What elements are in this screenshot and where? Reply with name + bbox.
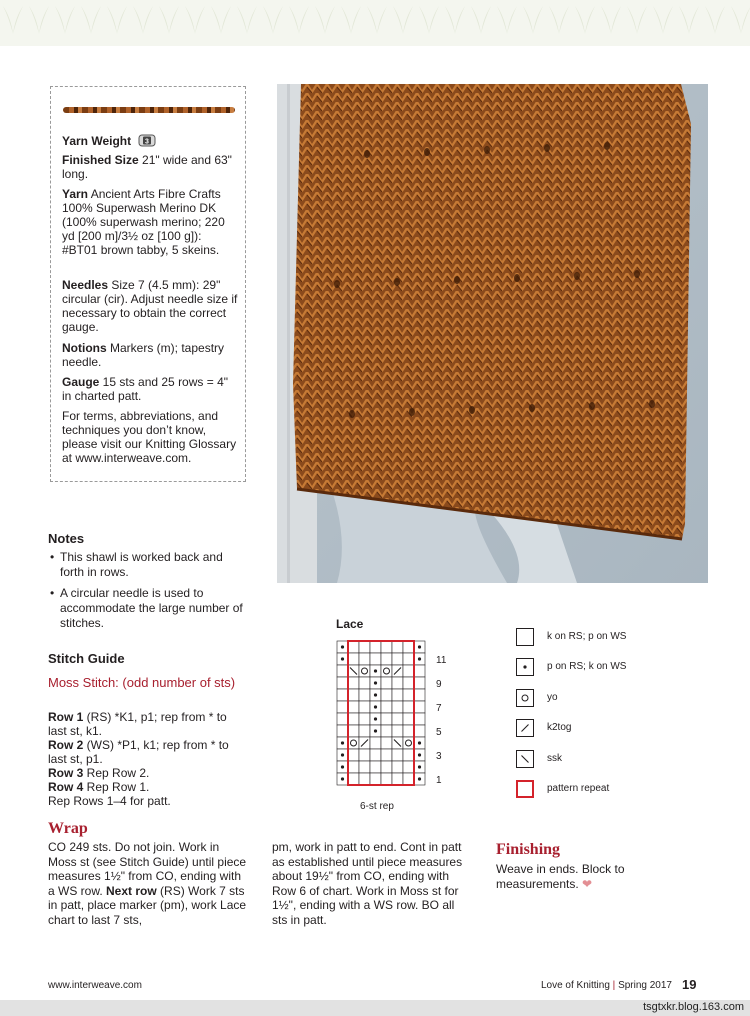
row-1-text: (RS) *K1, p1; rep from * to last st, k1. bbox=[48, 710, 227, 738]
knit-stitch-motif bbox=[676, 4, 702, 40]
knit-stitch-motif bbox=[546, 4, 572, 40]
row-4-label: Row 4 bbox=[48, 780, 84, 794]
legend-label: yo bbox=[547, 692, 558, 703]
legend-label: ssk bbox=[547, 753, 562, 764]
list-item: • A circular needle is used to accommodate the large number of stitches. bbox=[48, 586, 248, 631]
knit-stitch-motif bbox=[208, 4, 234, 40]
chart-cell bbox=[403, 725, 414, 737]
knit-stitch-motif bbox=[416, 4, 442, 40]
chart-cell bbox=[359, 653, 370, 665]
row-number: 11 bbox=[436, 655, 447, 666]
chart-cell bbox=[403, 665, 414, 677]
lace-chart-title: Lace bbox=[336, 617, 364, 631]
knit-stitch-motif bbox=[130, 4, 156, 40]
p-symbol bbox=[341, 645, 344, 648]
chart-cell bbox=[381, 665, 392, 677]
chart-cell bbox=[359, 665, 370, 677]
gauge-label: Gauge bbox=[62, 375, 100, 389]
knit-stitch-motif bbox=[494, 4, 520, 40]
chart-cell bbox=[359, 641, 370, 653]
k2tog-legend-icon bbox=[516, 719, 534, 737]
knit-stitch-motif bbox=[442, 4, 468, 40]
row-number: 7 bbox=[436, 703, 442, 714]
row-3-label: Row 3 bbox=[48, 766, 84, 780]
chart-cell bbox=[370, 761, 381, 773]
row-2-text: (WS) *P1, k1; rep from * to last st, p1. bbox=[48, 738, 229, 766]
row-4 bbox=[48, 780, 248, 794]
legend-label: k2tog bbox=[547, 722, 572, 733]
yarn-value: Ancient Arts Fibre Crafts 100% Superwash Merino DK (100% superwash merino; 220 yd [200 m]/3½ oz [100 g]): #BT01 brown tabby, 5 skeins. bbox=[62, 187, 225, 257]
p-symbol bbox=[374, 717, 377, 720]
gauge-value: 15 sts and 25 rows = 4" in charted patt. bbox=[62, 375, 229, 403]
chart-cell bbox=[381, 737, 392, 749]
chart-cell bbox=[403, 653, 414, 665]
chart-cell bbox=[392, 677, 403, 689]
lace-chart bbox=[336, 640, 426, 786]
chart-cell bbox=[359, 773, 370, 785]
chart-cell bbox=[381, 773, 392, 785]
knit-stitch-motif bbox=[156, 4, 182, 40]
knit-stitch-motif bbox=[468, 4, 494, 40]
chart-cell bbox=[381, 713, 392, 725]
chart-cell bbox=[414, 725, 425, 737]
p-symbol bbox=[341, 777, 344, 780]
chart-cell bbox=[403, 701, 414, 713]
shawl-photo bbox=[277, 84, 708, 583]
chart-cell bbox=[359, 749, 370, 761]
chart-cell bbox=[392, 713, 403, 725]
wrap-instructions-col2: pm, work in patt to end. Cont in patt as established until piece measures about 19½" from CO, ending with Row 6 of chart. Work in Moss st for 1½", ending with a WS row. BO all sts in patt. bbox=[272, 840, 463, 927]
chart-cell bbox=[359, 677, 370, 689]
p-symbol bbox=[418, 765, 421, 768]
p-legend-icon bbox=[516, 658, 534, 676]
finished-size-label: Finished Size bbox=[62, 153, 139, 167]
knit-stitch-motif bbox=[26, 4, 52, 40]
bottom-bar bbox=[0, 1000, 750, 1016]
notions-label: Notions bbox=[62, 341, 107, 355]
row-number: 1 bbox=[436, 775, 442, 786]
p-symbol bbox=[418, 753, 421, 756]
knit-stitch-motif bbox=[390, 4, 416, 40]
notions-value: Markers (m); tapestry needle. bbox=[62, 341, 225, 369]
chart-cell bbox=[414, 677, 425, 689]
wrap-instructions-col1 bbox=[48, 840, 248, 927]
chart-cell bbox=[392, 701, 403, 713]
p-symbol bbox=[374, 681, 377, 684]
finished-size bbox=[62, 153, 240, 181]
chart-cell bbox=[348, 689, 359, 701]
gauge-info bbox=[62, 375, 240, 403]
knit-stitch-motif bbox=[286, 4, 312, 40]
chart-cell bbox=[359, 725, 370, 737]
chart-cell bbox=[392, 641, 403, 653]
row-3-text: Rep Row 2. bbox=[83, 766, 150, 780]
materials-sidebar bbox=[50, 86, 246, 482]
chart-cell bbox=[392, 773, 403, 785]
magazine-name: Love of Knitting bbox=[540, 980, 610, 991]
chart-cell bbox=[414, 665, 425, 677]
finishing-text bbox=[496, 862, 696, 891]
knit-stitch-motif bbox=[364, 4, 390, 40]
chart-cell bbox=[403, 761, 414, 773]
chart-cell bbox=[359, 713, 370, 725]
heart-icon: ❤ bbox=[582, 876, 593, 891]
chart-cell bbox=[381, 701, 392, 713]
row-2 bbox=[48, 738, 248, 766]
yarn-label: Yarn bbox=[62, 187, 89, 201]
chart-cell bbox=[403, 713, 414, 725]
k2tog-symbol bbox=[522, 725, 529, 732]
chart-cell bbox=[348, 713, 359, 725]
knit-stitch-motif bbox=[650, 4, 676, 40]
chart-cell bbox=[414, 713, 425, 725]
yarn-weight-icon bbox=[138, 134, 156, 147]
knit-stitch-motif bbox=[598, 4, 624, 40]
finishing-heading: Finishing bbox=[496, 841, 561, 858]
row-number: 5 bbox=[436, 727, 442, 738]
wrap-text-b: (RS) Work 7 sts in patt, place marker (pm), work Lace chart to last 7 sts, bbox=[48, 883, 247, 927]
knit-stitch-motif bbox=[234, 4, 260, 40]
knit-stitch-motif bbox=[572, 4, 598, 40]
finished-size-value: 21" wide and 63" long. bbox=[62, 153, 232, 181]
chart-cell bbox=[403, 641, 414, 653]
chart-cell bbox=[392, 749, 403, 761]
footer-website: www.interweave.com bbox=[48, 980, 142, 991]
chart-cell bbox=[403, 749, 414, 761]
yarn-strand-image bbox=[63, 107, 235, 113]
p-symbol bbox=[523, 665, 526, 668]
chart-cell bbox=[359, 701, 370, 713]
chart-cell bbox=[392, 653, 403, 665]
chart-cell bbox=[381, 725, 392, 737]
wrap-text-a: CO 249 sts. Do not join. Work in Moss st (see Stitch Guide) until piece measures 1½" from CO, ending with a WS row. bbox=[48, 840, 247, 898]
chart-cell bbox=[403, 773, 414, 785]
chart-cell bbox=[370, 653, 381, 665]
knit-stitch-motif bbox=[0, 4, 26, 40]
knit-stitch-motif bbox=[104, 4, 130, 40]
chart-cell bbox=[348, 749, 359, 761]
chart-cell bbox=[381, 653, 392, 665]
terms-note: For terms, abbreviations, and techniques you don’t know, please visit our Knitting Glossary at www.interweave.com. bbox=[62, 409, 237, 465]
knit-stitch-motif bbox=[520, 4, 546, 40]
chart-cell bbox=[414, 689, 425, 701]
footer-separator: | bbox=[609, 980, 619, 991]
chart-cell bbox=[381, 677, 392, 689]
chart-cell bbox=[348, 761, 359, 773]
p-symbol bbox=[341, 753, 344, 756]
p-symbol bbox=[418, 645, 421, 648]
stitch-guide-heading: Stitch Guide bbox=[48, 651, 125, 666]
knit-stitch-motif bbox=[728, 4, 750, 40]
chart-cell bbox=[348, 725, 359, 737]
chart-cell bbox=[337, 665, 348, 677]
chart-cell bbox=[348, 773, 359, 785]
chart-cell bbox=[392, 761, 403, 773]
row-3 bbox=[48, 766, 248, 780]
chart-cell bbox=[403, 677, 414, 689]
needles-label: Needles bbox=[62, 278, 109, 292]
chart-cell bbox=[414, 701, 425, 713]
next-row-label: Next row bbox=[106, 883, 157, 898]
chart-cell bbox=[370, 749, 381, 761]
needles-value: Size 7 (4.5 mm): 29" circular (cir). Adjust needle size if necessary to obtain the correct gauge. bbox=[62, 278, 238, 334]
page-number: 19 bbox=[682, 977, 697, 992]
repeat-instruction: Rep Rows 1–4 for patt. bbox=[48, 794, 171, 808]
knit-stitch-motif bbox=[338, 4, 364, 40]
knit-stitch-motif bbox=[702, 4, 728, 40]
yo-symbol bbox=[522, 695, 528, 701]
chart-cell bbox=[370, 641, 381, 653]
k-legend-icon bbox=[516, 628, 534, 646]
row-4-text: Rep Row 1. bbox=[83, 780, 150, 794]
row-number: 3 bbox=[436, 751, 442, 762]
p-symbol bbox=[374, 729, 377, 732]
chart-cell bbox=[359, 689, 370, 701]
row-number: 9 bbox=[436, 679, 442, 690]
knit-stitch-motif bbox=[312, 4, 338, 40]
chart-cell bbox=[381, 749, 392, 761]
row-2-label: Row 2 bbox=[48, 738, 84, 752]
chart-cell bbox=[359, 761, 370, 773]
p-symbol bbox=[341, 741, 344, 744]
legend-label: p on RS; k on WS bbox=[547, 661, 627, 672]
ssk-symbol bbox=[522, 756, 529, 763]
chart-cell bbox=[381, 761, 392, 773]
repeat-legend-icon bbox=[516, 780, 534, 798]
p-symbol bbox=[374, 669, 377, 672]
chart-cell bbox=[337, 725, 348, 737]
chart-cell bbox=[403, 689, 414, 701]
notes-list bbox=[48, 550, 248, 637]
chart-cell bbox=[337, 701, 348, 713]
finishing-body: Weave in ends. Block to measurements. bbox=[496, 862, 625, 891]
row-1 bbox=[48, 710, 248, 738]
top-decorative-band bbox=[0, 0, 750, 46]
watermark: tsgtxkr.blog.163.com bbox=[643, 1001, 744, 1013]
legend-label: k on RS; p on WS bbox=[547, 631, 627, 642]
chart-cell bbox=[348, 701, 359, 713]
chart-cell bbox=[392, 725, 403, 737]
chart-cell bbox=[403, 737, 414, 749]
chart-cell bbox=[370, 737, 381, 749]
chart-cell bbox=[348, 641, 359, 653]
yarn-weight-row bbox=[62, 132, 240, 148]
yarn-weight-badge-number: 3 bbox=[145, 138, 150, 146]
wrap-heading: Wrap bbox=[48, 820, 88, 837]
chart-cell bbox=[392, 689, 403, 701]
chart-cell bbox=[381, 641, 392, 653]
repeat-label: 6-st rep bbox=[360, 801, 394, 812]
knit-stitch-motif bbox=[624, 4, 650, 40]
notions-info bbox=[62, 341, 240, 369]
legend-label: pattern repeat bbox=[547, 783, 610, 794]
knit-stitch-motif bbox=[52, 4, 78, 40]
chart-cell bbox=[337, 689, 348, 701]
p-symbol bbox=[341, 657, 344, 660]
p-symbol bbox=[418, 741, 421, 744]
yarn-weight-label: Yarn Weight bbox=[62, 134, 132, 148]
knit-stitch-motif bbox=[260, 4, 286, 40]
knit-stitch-motif bbox=[182, 4, 208, 40]
ssk-legend-icon bbox=[516, 750, 534, 768]
chart-cell bbox=[348, 737, 359, 749]
chart-cell bbox=[348, 653, 359, 665]
moss-stitch-rows bbox=[48, 710, 248, 808]
row-1-label: Row 1 bbox=[48, 710, 84, 724]
moss-stitch-title: Moss Stitch: (odd number of sts) bbox=[48, 675, 236, 690]
chart-cell bbox=[337, 677, 348, 689]
chart-cell bbox=[370, 773, 381, 785]
yarn-info bbox=[62, 187, 240, 257]
chart-cell bbox=[348, 677, 359, 689]
notes-heading: Notes bbox=[48, 531, 85, 546]
yo-legend-icon bbox=[516, 689, 534, 707]
p-symbol bbox=[341, 765, 344, 768]
issue-name: Spring 2017 bbox=[618, 980, 672, 991]
chart-cell bbox=[337, 713, 348, 725]
p-symbol bbox=[418, 657, 421, 660]
knit-stitch-motif bbox=[78, 4, 104, 40]
needles-info bbox=[62, 278, 240, 334]
list-item: • This shawl is worked back and forth in rows. bbox=[48, 550, 248, 580]
footer-magazine bbox=[541, 980, 672, 991]
p-symbol bbox=[374, 705, 377, 708]
p-symbol bbox=[418, 777, 421, 780]
chart-cell bbox=[381, 689, 392, 701]
p-symbol bbox=[374, 693, 377, 696]
